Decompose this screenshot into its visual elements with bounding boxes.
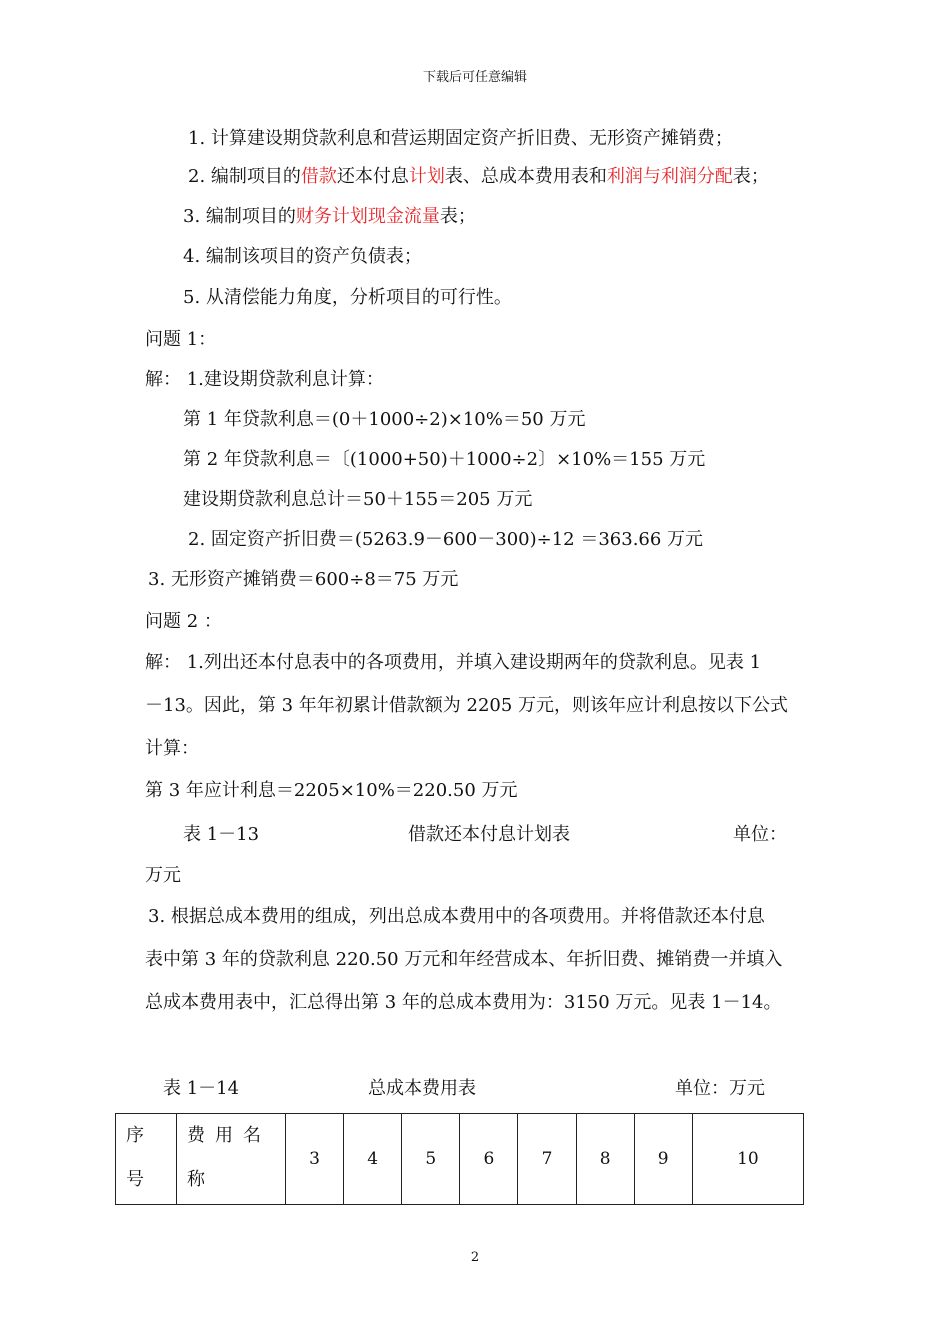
list-item-2-text: 表； — [732, 166, 769, 187]
header-cost-name-line-2: 称 — [187, 1169, 215, 1190]
list-item-4: 4. 编制该项目的资产负债表； — [183, 246, 422, 267]
highlight-profit: 利润与利润分配 — [606, 166, 733, 187]
total-cost-table — [115, 1113, 804, 1205]
table-14-title: 总成本费用表 — [368, 1078, 476, 1099]
list-item-3 — [183, 205, 476, 229]
list-item-2-text: 表、总成本费用表和 — [444, 166, 607, 187]
highlight-cashflow: 财务计划现金流量 — [295, 206, 440, 227]
list-item-2 — [188, 165, 769, 189]
highlight-borrowing: 借款 — [300, 166, 337, 187]
header-year: 5 — [402, 1114, 460, 1205]
list-item-2-text: 2. 编制项目的 — [188, 166, 301, 187]
header-cost-name — [177, 1114, 286, 1205]
header-year: 9 — [634, 1114, 692, 1205]
page-number: 2 — [470, 1250, 480, 1265]
page-header: 下载后可任意编辑 — [422, 70, 527, 85]
table-14-unit: 单位：万元 — [675, 1078, 765, 1099]
q1-line-3: 建设期贷款利息总计＝50＋155＝205 万元 — [183, 489, 533, 510]
table-14-number: 表 1－14 — [163, 1078, 240, 1099]
list-item-3-text: 3. 编制项目的 — [183, 206, 296, 227]
table-13-unit-continued: 万元 — [145, 865, 181, 886]
q1-line-2: 第 2 年贷款利息＝〔(1000+50)＋1000÷2〕×10%＝155 万元 — [183, 449, 706, 470]
table-13-unit: 单位： — [733, 824, 787, 845]
q2-paragraph-1c: 计算： — [145, 738, 199, 759]
q2-paragraph-1a: 解： 1.列出还本付息表中的各项费用，并填入建设期两年的贷款利息。见表 1 — [145, 652, 762, 673]
header-year: 10 — [692, 1114, 803, 1205]
table-13-title: 借款还本付息计划表 — [408, 824, 570, 845]
table-13-number: 表 1－13 — [183, 824, 260, 845]
q2-paragraph-3c: 总成本费用表中，汇总得出第 3 年的总成本费用为：3150 万元。见表 1－14。 — [145, 992, 782, 1013]
header-seq-line-2: 号 — [126, 1169, 144, 1190]
question-1-title: 问题 1： — [145, 329, 217, 350]
q1-solution-intro: 解： 1.建设期贷款利息计算： — [145, 369, 384, 390]
list-item-2-text: 还本付息 — [336, 166, 409, 187]
header-year: 3 — [286, 1114, 344, 1205]
header-year: 7 — [518, 1114, 576, 1205]
list-item-5: 5. 从清偿能力角度，分析项目的可行性。 — [183, 287, 512, 308]
list-item-1: 1. 计算建设期贷款利息和营运期固定资产折旧费、无形资产摊销费； — [188, 128, 733, 149]
q1-line-4: 2. 固定资产折旧费＝(5263.9－600－300)÷12 ＝363.66 万元 — [188, 529, 704, 550]
list-item-3-text: 表； — [439, 206, 476, 227]
header-seq-line-1: 序 — [126, 1125, 144, 1146]
q2-paragraph-2: 第 3 年应计利息＝2205×10%＝220.50 万元 — [145, 780, 518, 801]
table-header-row — [116, 1114, 804, 1205]
q1-line-5: 3. 无形资产摊销费＝600÷8＝75 万元 — [148, 569, 459, 590]
question-2-title: 问题 2 ： — [145, 611, 222, 632]
header-seq — [116, 1114, 177, 1205]
header-year: 8 — [576, 1114, 634, 1205]
header-cost-name-line-1: 费用名 — [187, 1125, 271, 1146]
header-year: 4 — [344, 1114, 402, 1205]
q2-paragraph-3a: 3. 根据总成本费用的组成，列出总成本费用中的各项费用。并将借款还本付息 — [148, 906, 765, 927]
q2-paragraph-3b: 表中第 3 年的贷款利息 220.50 万元和年经营成本、年折旧费、摊销费一并填入 — [145, 949, 783, 970]
header-year: 6 — [460, 1114, 518, 1205]
q1-line-1: 第 1 年贷款利息＝(0＋1000÷2)×10%＝50 万元 — [183, 409, 586, 430]
q2-paragraph-1b: －13。因此，第 3 年年初累计借款额为 2205 万元，则该年应计利息按以下公式 — [145, 695, 789, 716]
highlight-plan: 计划 — [408, 166, 445, 187]
